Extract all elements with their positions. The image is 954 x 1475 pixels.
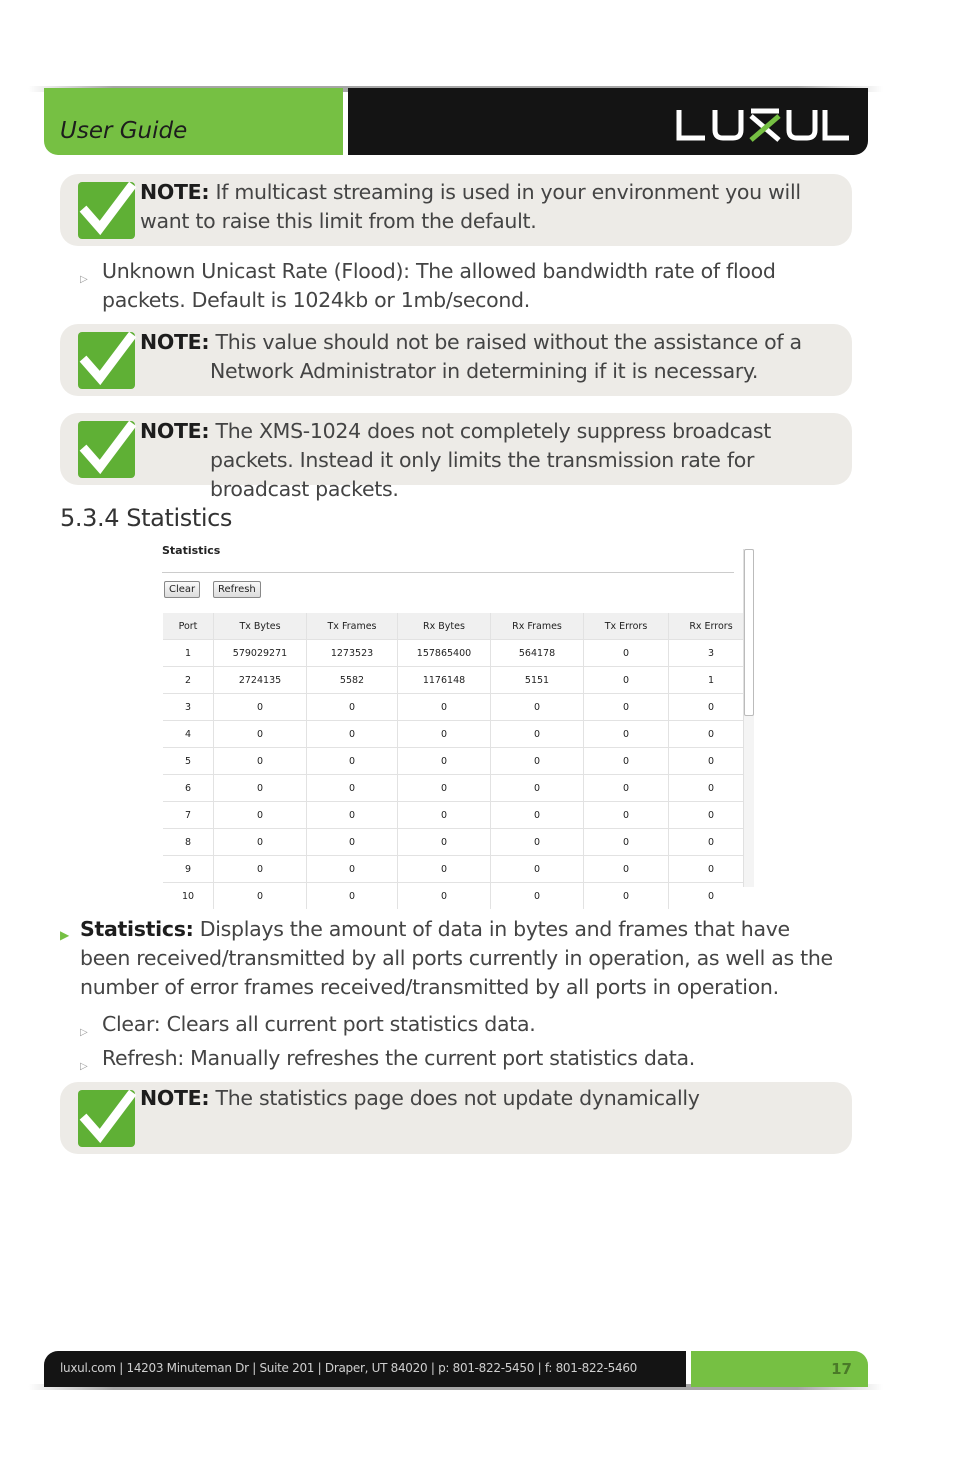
page-number: 17 (831, 1360, 852, 1378)
sub-bullet-text: Clear: Clears all current port statistics data. (102, 1012, 536, 1036)
table-cell: 1176148 (398, 667, 491, 694)
table-cell: 0 (584, 856, 669, 883)
port-cell: 10 (163, 883, 214, 910)
sub-bullet-item (80, 257, 840, 315)
table-cell: 0 (214, 802, 307, 829)
table-cell: 0 (398, 856, 491, 883)
footer-contact-band (44, 1351, 686, 1387)
table-cell: 0 (307, 802, 398, 829)
note-label: NOTE: (140, 180, 210, 204)
table-cell: 0 (584, 802, 669, 829)
note-box (60, 174, 852, 246)
note-text (140, 417, 838, 504)
statistics-screenshot (160, 541, 754, 902)
note-text (140, 178, 838, 236)
table-cell: 0 (491, 694, 584, 721)
table-row (163, 721, 753, 748)
table-cell: 0 (669, 721, 754, 748)
table-cell: 157865400 (398, 640, 491, 667)
table-cell: 0 (584, 829, 669, 856)
table-cell: 0 (398, 694, 491, 721)
table-cell: 1 (669, 667, 754, 694)
table-cell: 0 (307, 748, 398, 775)
table-cell: 0 (491, 856, 584, 883)
statistics-panel-title: Statistics (162, 544, 221, 557)
sub-bullet-item (80, 1010, 840, 1039)
table-cell: 0 (214, 694, 307, 721)
table-cell: 0 (214, 883, 307, 910)
refresh-button[interactable]: Refresh (213, 581, 261, 598)
port-cell: 2 (163, 667, 214, 694)
divider (162, 572, 734, 573)
bullet-label: Statistics: (80, 917, 194, 941)
table-cell: 0 (214, 829, 307, 856)
note-box (60, 324, 852, 396)
note-label: NOTE: (140, 330, 210, 354)
column-header: Rx Bytes (398, 613, 491, 640)
port-cell: 7 (163, 802, 214, 829)
guide-label: User Guide (60, 118, 188, 144)
footer-contact: luxul.com | 14203 Minuteman Dr | Suite 201 | Draper, UT 84020 | p: 801-822-5450 | f: 801-822-5460 (60, 1361, 637, 1375)
note-body: The XMS-1024 does not completely suppress broadcast packets. Instead it only limits the transmission rate for broadcast packets. (210, 419, 772, 501)
note-body: If multicast streaming is used in your environment you will want to raise this limit from the default. (140, 180, 801, 233)
table-cell: 0 (398, 883, 491, 910)
table-cell: 0 (584, 640, 669, 667)
table-cell: 0 (491, 748, 584, 775)
table-cell: 564178 (491, 640, 584, 667)
table-cell: 0 (584, 721, 669, 748)
table-row (163, 748, 753, 775)
table-cell: 0 (491, 775, 584, 802)
note-label: NOTE: (140, 419, 210, 443)
triangle-bullet-icon: ▷ (80, 1027, 88, 1038)
checkmark-icon (78, 332, 135, 389)
table-row (163, 829, 753, 856)
table-cell: 5582 (307, 667, 398, 694)
table-cell: 0 (398, 775, 491, 802)
sub-bullet-text: Unknown Unicast Rate (Flood): The allowed bandwidth rate of flood packets. Default is 1024kb or 1mb/second. (102, 259, 776, 312)
table-cell: 0 (398, 829, 491, 856)
table-cell: 3 (669, 640, 754, 667)
header-logo-band (348, 88, 868, 155)
table-header-row (163, 613, 753, 640)
note-body: The statistics page does not update dynamically (215, 1086, 700, 1110)
port-cell: 6 (163, 775, 214, 802)
scrollbar-thumb[interactable] (744, 549, 754, 716)
note-text (140, 1084, 838, 1113)
table-cell: 0 (307, 829, 398, 856)
table-cell: 0 (307, 883, 398, 910)
table-cell: 0 (669, 748, 754, 775)
note-body: This value should not be raised without the assistance of a Network Administrator in determining if it is necessary. (210, 330, 802, 383)
table-cell: 0 (669, 856, 754, 883)
sub-bullet-item (80, 1044, 840, 1073)
table-cell: 0 (491, 883, 584, 910)
luxul-logo (675, 106, 850, 142)
table-cell: 0 (669, 802, 754, 829)
column-header: Rx Frames (491, 613, 584, 640)
checkmark-icon (78, 421, 135, 478)
table-cell: 0 (584, 667, 669, 694)
note-box (60, 1082, 852, 1154)
table-cell: 0 (491, 829, 584, 856)
port-cell: 1 (163, 640, 214, 667)
port-cell: 5 (163, 748, 214, 775)
triangle-bullet-icon: ▷ (80, 1061, 88, 1072)
table-row (163, 802, 753, 829)
checkmark-icon (78, 182, 135, 239)
table-cell: 0 (491, 721, 584, 748)
table-cell: 0 (214, 748, 307, 775)
table-cell: 0 (491, 802, 584, 829)
table-cell: 0 (307, 856, 398, 883)
column-header: Rx Errors (669, 613, 754, 640)
column-header: Tx Errors (584, 613, 669, 640)
table-cell: 0 (214, 721, 307, 748)
note-box (60, 413, 852, 501)
table-cell: 0 (584, 694, 669, 721)
table-cell: 0 (398, 721, 491, 748)
column-header: Tx Bytes (214, 613, 307, 640)
sub-bullet-text: Refresh: Manually refreshes the current port statistics data. (102, 1046, 696, 1070)
table-cell: 0 (669, 775, 754, 802)
table-cell: 0 (669, 829, 754, 856)
port-cell: 4 (163, 721, 214, 748)
table-cell: 0 (214, 856, 307, 883)
table-cell: 5151 (491, 667, 584, 694)
table-cell: 0 (214, 775, 307, 802)
section-title: 5.3.4 Statistics (60, 504, 233, 532)
note-label: NOTE: (140, 1086, 210, 1110)
table-cell: 0 (584, 748, 669, 775)
port-cell: 3 (163, 694, 214, 721)
statistics-bullet (60, 915, 840, 1002)
table-cell: 0 (669, 694, 754, 721)
triangle-bullet-icon: ▶ (60, 928, 69, 942)
table-cell: 0 (669, 883, 754, 910)
table-row (163, 775, 753, 802)
bullet-text: Displays the amount of data in bytes and frames that have been received/transmitted by all ports currently in operation, as well as the number of error frames received/transmitted by all ports in operation. (80, 917, 833, 999)
table-cell: 0 (307, 694, 398, 721)
table-cell: 1273523 (307, 640, 398, 667)
table-cell: 0 (398, 802, 491, 829)
table-cell: 0 (584, 775, 669, 802)
table-row (163, 667, 753, 694)
port-cell: 9 (163, 856, 214, 883)
footer-page-band (691, 1351, 868, 1387)
table-row (163, 640, 753, 667)
table-cell: 0 (584, 883, 669, 910)
table-row (163, 883, 753, 910)
table-cell: 0 (307, 775, 398, 802)
table-cell: 0 (307, 721, 398, 748)
checkmark-icon (78, 1090, 135, 1147)
statistics-table (163, 613, 753, 909)
port-cell: 8 (163, 829, 214, 856)
column-header: Port (163, 613, 214, 640)
triangle-bullet-icon: ▷ (80, 274, 88, 285)
table-cell: 2724135 (214, 667, 307, 694)
note-text (140, 328, 838, 386)
header-guide-band (44, 88, 343, 155)
table-row (163, 856, 753, 883)
table-row (163, 694, 753, 721)
column-header: Tx Frames (307, 613, 398, 640)
table-cell: 579029271 (214, 640, 307, 667)
clear-button[interactable]: Clear (164, 581, 200, 598)
table-cell: 0 (398, 748, 491, 775)
